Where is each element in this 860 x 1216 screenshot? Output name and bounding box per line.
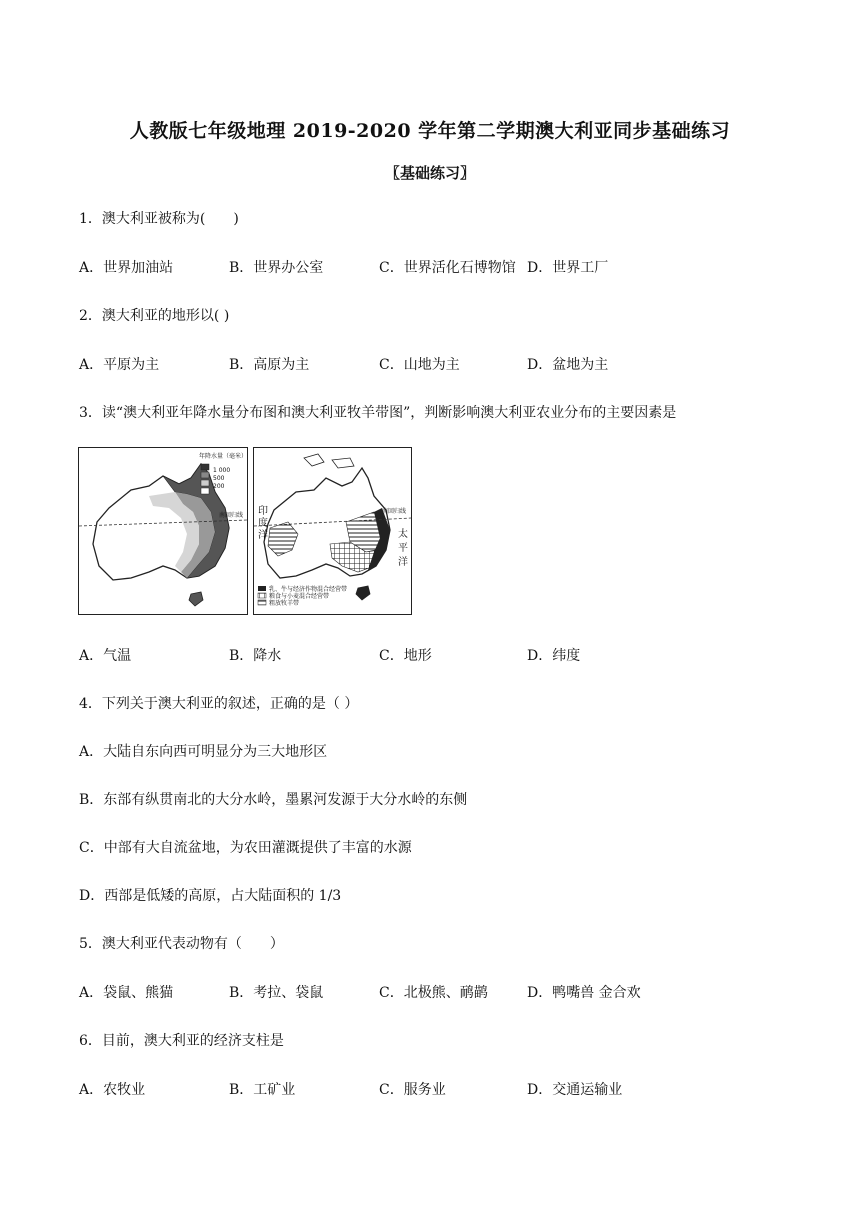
q1-option-c[interactable]: C．世界活化石博物馆 <box>379 260 516 276</box>
section-heading: 〖基础练习〗 <box>384 164 475 182</box>
question-6-stem: 6．目前，澳大利亚的经济支柱是 <box>79 1033 284 1049</box>
pacific-ocean-label <box>398 528 408 570</box>
q6-option-b[interactable]: B．工矿业 <box>229 1082 296 1098</box>
indian-ocean-label <box>258 506 268 542</box>
question-3-maps <box>78 447 412 617</box>
question-2-stem: 2．澳大利亚的地形以( ) <box>79 308 230 324</box>
question-5-stem: 5．澳大利亚代表动物有（ ） <box>79 936 284 952</box>
sheep-belt-map <box>253 447 412 615</box>
q1-option-d[interactable]: D．世界工厂 <box>527 260 609 276</box>
precip-legend-1000: 1 000 <box>213 467 231 474</box>
q5-option-b[interactable]: B．考拉、袋鼠 <box>229 985 324 1001</box>
ocean-east-char-3: 洋 <box>398 557 408 568</box>
q3-option-b[interactable]: B．降水 <box>229 648 282 664</box>
q4-option-b[interactable]: B．东部有纵贯南北的大分水岭，墨累河发源于大分水岭的东侧 <box>79 792 468 808</box>
ocean-east-char-1: 太 <box>398 529 408 540</box>
q2-option-b[interactable]: B．高原为主 <box>229 357 310 373</box>
q5-option-c[interactable]: C．北极熊、鸸鹋 <box>379 985 488 1001</box>
belt-legend-2: 粮食与小麦混合经营带 <box>269 593 330 600</box>
q4-option-d[interactable]: D．西部是低矮的高原，占大陆面积的 1/3 <box>79 888 342 904</box>
ocean-west-char-3: 洋 <box>258 530 268 541</box>
precipitation-map <box>78 447 248 615</box>
q3-option-a[interactable]: A．气温 <box>79 648 132 664</box>
precip-tropic-label: 南回归线 <box>219 512 244 519</box>
precip-legend-title: 年降水量（毫米） <box>199 453 248 460</box>
ocean-west-char-2: 度 <box>258 518 268 529</box>
q4-option-c[interactable]: C．中部有大自流盆地，为农田灌溉提供了丰富的水源 <box>79 840 412 856</box>
precip-legend-200: 200 <box>213 483 225 490</box>
q6-option-a[interactable]: A．农牧业 <box>79 1082 146 1098</box>
q6-option-d[interactable]: D．交通运输业 <box>527 1082 623 1098</box>
page-title: 人教版七年级地理 2019-2020 学年第二学期澳大利亚同步基础练习 <box>129 120 731 142</box>
ocean-west-char-1: 印 <box>258 506 268 517</box>
q4-option-a[interactable]: A．大陆自东向西可明显分为三大地形区 <box>79 744 328 760</box>
belt-legend-1: 乳、牛与经济作物混合经营带 <box>269 586 348 593</box>
q5-option-d[interactable]: D．鸭嘴兽 金合欢 <box>527 985 641 1001</box>
ocean-east-char-2: 平 <box>398 543 408 554</box>
question-1-stem: 1．澳大利亚被称为( ) <box>79 211 239 227</box>
belt-legend-3: 粗放牧羊带 <box>269 600 300 607</box>
q1-option-a[interactable]: A．世界加油站 <box>79 260 174 276</box>
q3-option-c[interactable]: C．地形 <box>379 648 432 664</box>
belt-tropic-label: 南回归线 <box>382 508 407 515</box>
q3-option-d[interactable]: D．纬度 <box>527 648 581 664</box>
precip-legend-500: 500 <box>213 475 225 482</box>
q2-option-d[interactable]: D．盆地为主 <box>527 357 609 373</box>
q6-option-c[interactable]: C．服务业 <box>379 1082 446 1098</box>
question-3-stem: 3．读“澳大利亚年降水量分布图和澳大利亚牧羊带图”，判断影响澳大利亚农业分布的主要因素是 <box>79 405 677 421</box>
q2-option-a[interactable]: A．平原为主 <box>79 357 160 373</box>
question-4-stem: 4．下列关于澳大利亚的叙述，正确的是（ ） <box>79 696 359 712</box>
q1-option-b[interactable]: B．世界办公室 <box>229 260 324 276</box>
q2-option-c[interactable]: C．山地为主 <box>379 357 460 373</box>
q5-option-a[interactable]: A．袋鼠、熊猫 <box>79 985 174 1001</box>
